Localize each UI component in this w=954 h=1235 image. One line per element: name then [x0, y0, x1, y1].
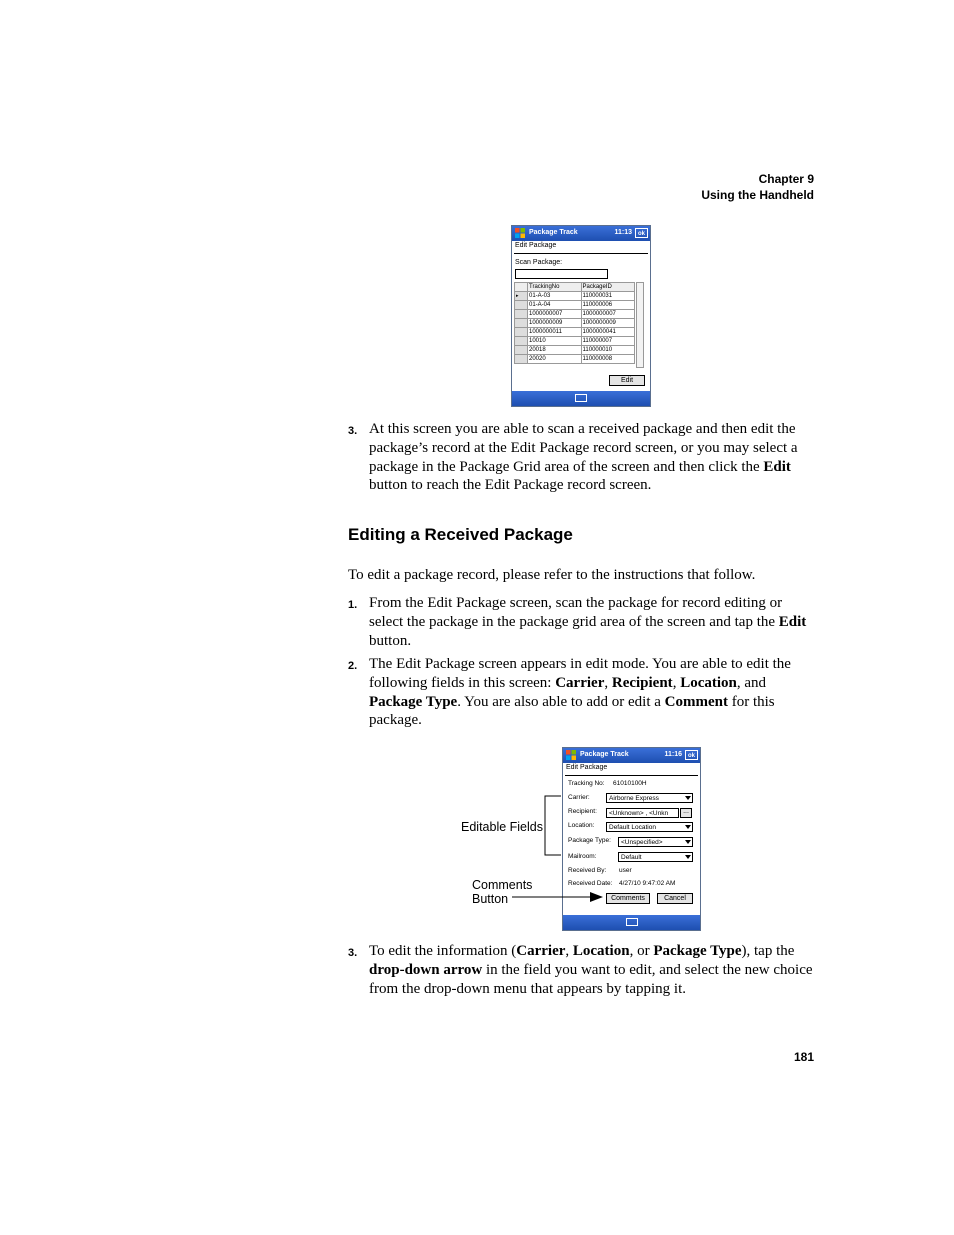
- row-selector[interactable]: ▸: [515, 292, 528, 301]
- table-row[interactable]: [515, 355, 635, 364]
- cell: 20020: [528, 355, 582, 364]
- intro-text: To edit a package record, please refer to the instructions that follow.: [348, 567, 756, 583]
- carrier-dropdown[interactable]: [606, 793, 693, 803]
- step-number: 3.: [348, 425, 358, 437]
- text: ,: [565, 943, 573, 959]
- received-date-label: Received Date:: [568, 880, 613, 887]
- cell: 01-A-03: [528, 292, 582, 301]
- table-row[interactable]: [515, 328, 635, 337]
- received-date-value: 4/27/10 9:47:02 AM: [619, 880, 676, 887]
- row-selector[interactable]: [515, 301, 528, 310]
- ok-button[interactable]: ok: [685, 750, 698, 760]
- bold-text: Edit: [778, 613, 807, 630]
- bold-text: Location: [572, 943, 630, 959]
- table-row[interactable]: [515, 301, 635, 310]
- windows-logo-icon: [515, 228, 525, 238]
- comments-callout-line2: Button: [472, 892, 509, 906]
- text: The Edit Package screen appears in edit mode. You are able to edit the following fields in this screen:: [369, 656, 791, 691]
- step-number: 1.: [348, 599, 358, 611]
- package-grid[interactable]: [514, 282, 635, 364]
- cell: 1000000007: [581, 310, 635, 319]
- cell: 1000000009: [528, 319, 582, 328]
- bottom-bar: [512, 391, 650, 406]
- app-title: Package Track: [529, 229, 578, 236]
- column-header-trackingno[interactable]: TrackingNo: [528, 283, 582, 292]
- section-label: Using the Handheld: [701, 188, 814, 202]
- bold-text: Carrier: [555, 674, 605, 691]
- step-3-paragraph: [369, 420, 814, 495]
- comments-button[interactable]: Comments: [606, 893, 650, 904]
- edit-package-screenshot: [511, 225, 651, 407]
- ok-button[interactable]: ok: [635, 228, 648, 238]
- table-row[interactable]: [515, 292, 635, 301]
- text: in the field you want to edit, and select the new choice from the drop-down menu that appears by tapping it.: [369, 961, 813, 997]
- mailroom-label: Mailroom:: [568, 853, 597, 860]
- tracking-label: Tracking No:: [568, 780, 605, 787]
- text: for this package.: [369, 693, 775, 729]
- scan-package-label: Scan Package:: [515, 259, 563, 266]
- chevron-down-icon[interactable]: [685, 796, 691, 800]
- location-dropdown[interactable]: [606, 822, 693, 832]
- bold-text: drop-down arrow: [369, 961, 483, 978]
- edit-button[interactable]: Edit: [609, 375, 645, 386]
- recipient-lookup-button[interactable]: ...: [680, 808, 692, 818]
- step-1-paragraph: [369, 594, 814, 650]
- clock: 11:13: [614, 229, 632, 236]
- package-type-dropdown[interactable]: [618, 837, 693, 847]
- editable-fields-callout: Editable Fields: [461, 820, 543, 834]
- location-label: Location:: [568, 822, 595, 829]
- text: . You are also able to add or edit a: [457, 693, 665, 710]
- editable-fields-bracket: [541, 795, 563, 857]
- text: To edit the information (: [369, 943, 517, 959]
- bold-text: Package Type: [369, 693, 458, 710]
- cell: 110000006: [581, 301, 635, 310]
- clock: 11:16: [664, 751, 682, 758]
- table-row[interactable]: [515, 319, 635, 328]
- grid-corner: [515, 283, 528, 292]
- text: , or: [629, 943, 654, 959]
- text: At this screen you are able to scan a received package and then edit the package’s record at the Edit Package record screen, or you may select a package in the Package Grid area of the screen and then click the: [369, 421, 798, 475]
- bold-text: Recipient: [611, 674, 673, 691]
- grid-scrollbar[interactable]: [636, 282, 644, 368]
- screen-subtitle: Edit Package: [515, 242, 557, 249]
- cell: 20018: [528, 346, 582, 355]
- cell: 1000000041: [581, 328, 635, 337]
- windows-logo-icon: [566, 750, 576, 760]
- step-2-paragraph: [369, 655, 814, 730]
- carrier-value: Airborne Express: [609, 795, 659, 802]
- cell: 1000000009: [581, 319, 635, 328]
- recipient-field[interactable]: [606, 808, 679, 818]
- divider: [514, 253, 648, 254]
- bold-text: Edit: [763, 458, 791, 475]
- page-number: 181: [793, 1050, 814, 1064]
- title-bar: [563, 748, 700, 763]
- row-selector[interactable]: [515, 355, 528, 364]
- row-selector[interactable]: [515, 310, 528, 319]
- chapter-label: Chapter 9: [758, 172, 814, 186]
- carrier-label: Carrier:: [568, 794, 590, 801]
- text: button.: [369, 632, 412, 649]
- tracking-value: 61010100H: [613, 780, 647, 787]
- bold-text: Package Type: [653, 943, 742, 959]
- cell: 1000000011: [528, 328, 582, 337]
- text: ,: [672, 674, 681, 691]
- cell: 1000000007: [528, 310, 582, 319]
- bold-text: Location: [680, 674, 737, 691]
- cell: 110000007: [581, 337, 635, 346]
- chevron-down-icon[interactable]: [685, 840, 691, 844]
- app-title: Package Track: [580, 751, 629, 758]
- chevron-down-icon[interactable]: [685, 825, 691, 829]
- title-bar: [512, 226, 650, 241]
- mailroom-value: Default: [621, 854, 642, 861]
- received-by-value: user: [619, 867, 632, 874]
- text: From the Edit Package screen, scan the package for record editing or select the package in the package grid area of the screen and tap the: [369, 595, 783, 630]
- cell: 110000031: [581, 292, 635, 301]
- recipient-label: Recipient:: [568, 808, 597, 815]
- scan-package-input[interactable]: [515, 269, 608, 279]
- mailroom-dropdown[interactable]: [618, 852, 693, 862]
- package-type-value: <Unspecified>: [621, 839, 663, 846]
- cell: 01-A-04: [528, 301, 582, 310]
- table-row[interactable]: [515, 337, 635, 346]
- step-3b-paragraph: [369, 942, 814, 998]
- bold-text: Carrier: [516, 943, 566, 959]
- row-selector[interactable]: [515, 328, 528, 337]
- step-number: 2.: [348, 660, 358, 672]
- cell: 110000008: [581, 355, 635, 364]
- table-row[interactable]: [515, 310, 635, 319]
- comments-callout-line1: Comments: [472, 878, 533, 892]
- comments-arrow: [512, 891, 604, 903]
- cell: 110000010: [581, 346, 635, 355]
- row-selector[interactable]: [515, 346, 528, 355]
- location-value: Default Location: [609, 824, 656, 831]
- bottom-bar: [563, 915, 700, 930]
- table-row[interactable]: [515, 346, 635, 355]
- text: button to reach the Edit Package record screen.: [369, 477, 652, 494]
- package-type-label: Package Type:: [568, 837, 611, 844]
- row-selector[interactable]: [515, 319, 528, 328]
- text: , and: [736, 674, 767, 691]
- text: ,: [604, 674, 612, 691]
- row-selector[interactable]: [515, 337, 528, 346]
- received-by-label: Received By:: [568, 867, 607, 874]
- section-heading: Editing a Received Package: [348, 525, 573, 544]
- edit-package-edit-mode-screenshot: [562, 747, 701, 931]
- keyboard-icon[interactable]: [626, 918, 638, 926]
- cell: 10010: [528, 337, 582, 346]
- divider: [565, 775, 698, 776]
- text: ), tap the: [741, 943, 795, 959]
- keyboard-icon[interactable]: [575, 394, 587, 402]
- step-number: 3.: [348, 947, 358, 959]
- column-header-packageid[interactable]: PackageID: [581, 283, 635, 292]
- recipient-value: <Unknown> , <Unkn: [609, 810, 669, 817]
- screen-subtitle: Edit Package: [566, 764, 608, 771]
- chevron-down-icon[interactable]: [685, 855, 691, 859]
- bold-text: Comment: [664, 693, 728, 710]
- cancel-button[interactable]: Cancel: [657, 893, 693, 904]
